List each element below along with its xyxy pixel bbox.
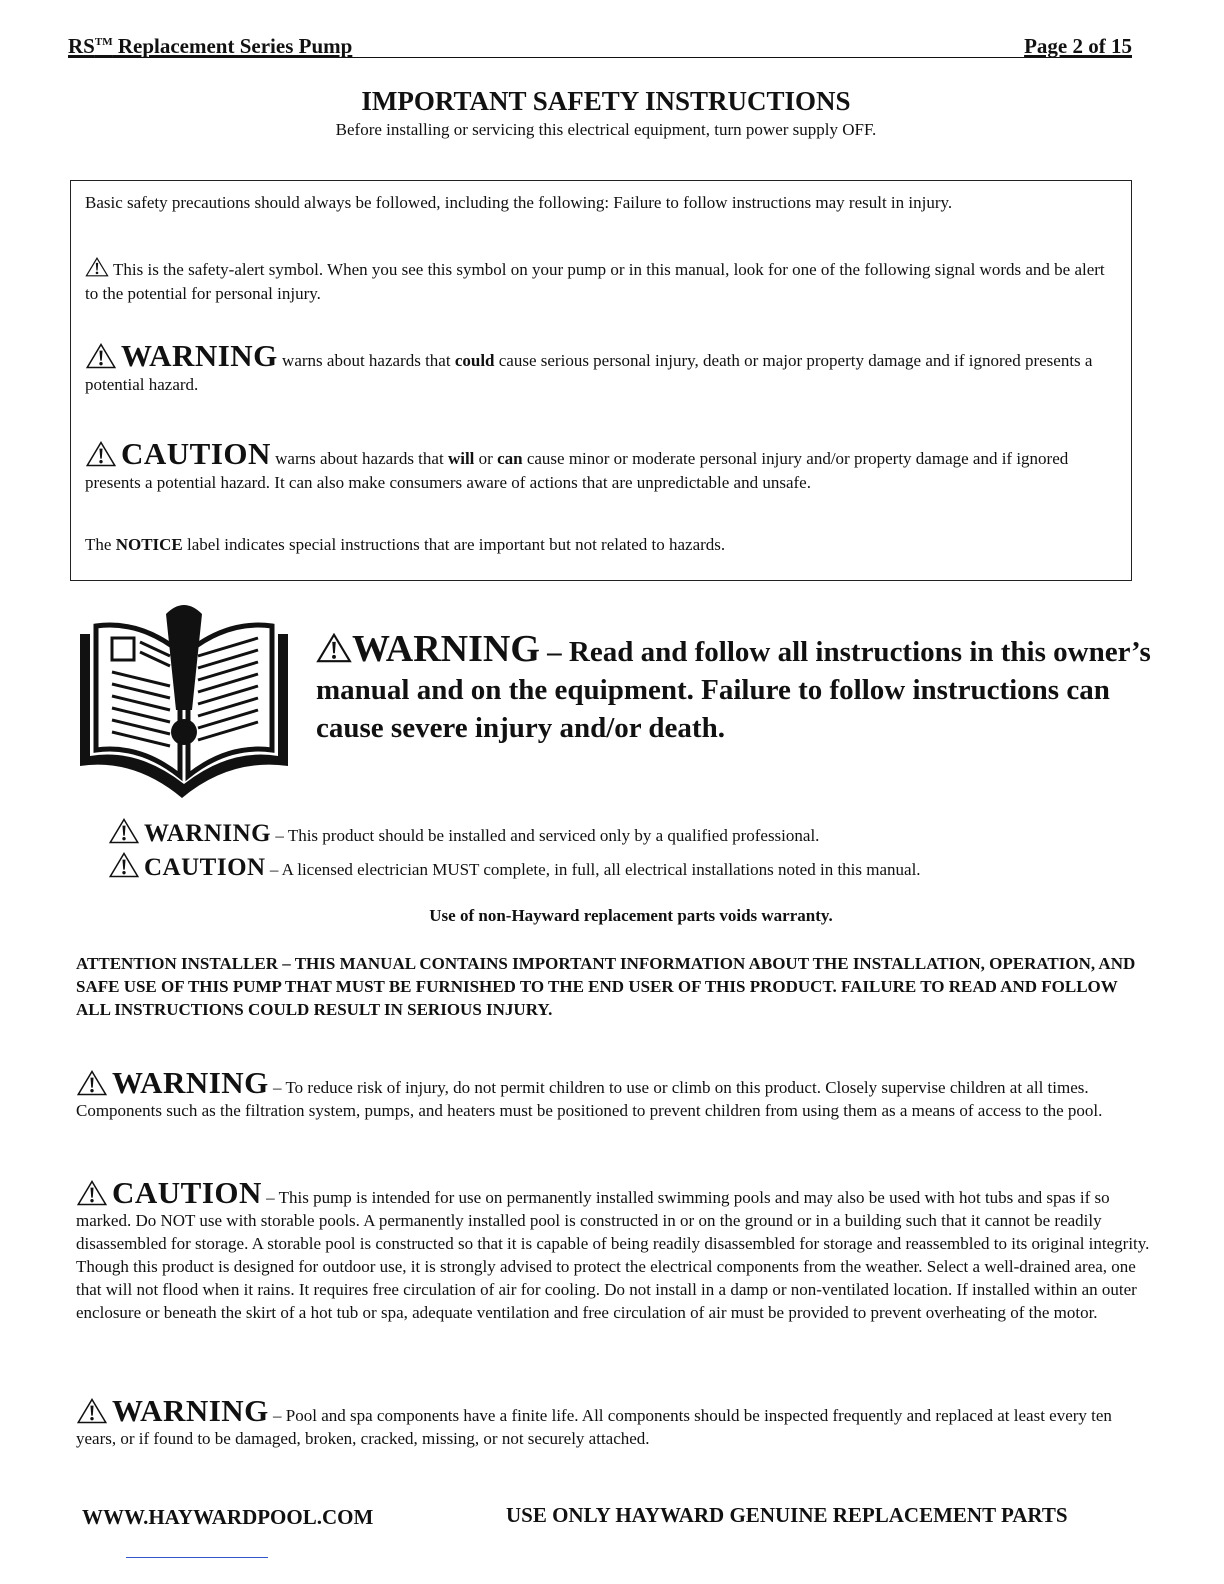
installation-caution-paragraph <box>76 1175 1152 1324</box>
caution-alert-icon <box>85 441 117 467</box>
header-product-name <box>68 34 352 59</box>
caution-signal-word: CAUTION <box>121 436 271 471</box>
main-warning-alert-icon <box>316 633 352 663</box>
caution-def-text-a: warns about hazards that <box>270 449 448 468</box>
line-caution-text: – A licensed electrician MUST complete, in full, all electrical installations noted in this manual. <box>265 860 921 879</box>
footer-parts-notice: USE ONLY HAYWARD GENUINE REPLACEMENT PARTS <box>506 1503 1068 1527</box>
footer-website: WWW.HAYWARDPOOL.COM <box>82 1505 374 1529</box>
electrician-caution-line <box>108 852 921 882</box>
para2-caution-icon <box>76 1180 108 1206</box>
caution-def-bold-2: can <box>497 449 523 468</box>
caution-definition <box>85 436 1113 495</box>
para1-warning-icon <box>76 1070 108 1096</box>
para1-text: – To reduce risk of injury, do not permit children to use or climb on this product. Closely supervise children at all times. Components such as the filtration system, pumps, and heaters must be positioned to prevent children from using them as a means of access to the pool. <box>76 1078 1103 1120</box>
notice-text-b: label indicates special instructions that are important but not related to hazards. <box>182 535 726 554</box>
line-warning-word: WARNING <box>144 820 272 847</box>
safety-alert-icon <box>85 257 109 277</box>
warning-def-bold: could <box>454 351 495 370</box>
para3-text: – Pool and spa components have a finite life. All components should be inspected frequently and replaced at least every ten years, or if found to be damaged, broken, cracked, missing, or not securely attached. <box>76 1406 1112 1448</box>
warning-definition <box>85 338 1113 397</box>
para2-text: – This pump is intended for use on permanently installed swimming pools and may also be used with hot tubs and spas if so marked. Do NOT use with storable pools. A permanently installed pool is constructed in or on the ground or in a building such that it cannot be readily disassembled for storage. A storable pool is constructed so that it is capable of being readily disassembled for storage and reassembled to its original integrity. Though this product is designed for outdoor use, it is strongly advised to protect the electrical components from the weather. Select a well-drained area, one that will not flood when it rains. It requires free circulation of air for cooling. Do not install in a damp or non-ventilated location. If installed within an outer enclosure or beneath the skirt of a hot tub or spa, adequate ventilation and free circulation of air must be provided to prevent overheating of the motor. <box>76 1188 1150 1322</box>
warning-signal-word: WARNING <box>121 338 278 373</box>
caution-def-text-b: or <box>474 449 498 468</box>
read-manual-book-icon <box>74 598 294 806</box>
para3-warning-word: WARNING <box>112 1393 269 1428</box>
para2-caution-word: CAUTION <box>112 1175 262 1210</box>
caution-def-text-c: cause minor or moderate personal injury and/or property damage and if ignored presents a potential hazard. It can also make consumers aware of actions that are unpredictable and unsafe. <box>85 449 1069 492</box>
notice-word: NOTICE <box>115 535 183 554</box>
safety-definitions-box <box>70 180 1132 581</box>
notice-definition <box>85 533 1113 557</box>
footer-underline <box>126 1557 268 1558</box>
warning-alert-icon <box>85 343 117 369</box>
caution-def-bold-1: will <box>447 449 475 468</box>
installer-warning-line <box>108 818 819 848</box>
trademark-mark: TM <box>94 36 113 48</box>
line-caution-word: CAUTION <box>144 854 266 881</box>
safety-alert-definition <box>85 257 1113 306</box>
para3-warning-icon <box>76 1398 108 1424</box>
warning-def-text-a: warns about hazards that <box>277 351 455 370</box>
page-title: IMPORTANT SAFETY INSTRUCTIONS <box>361 86 851 116</box>
product-prefix: RS <box>68 34 95 58</box>
main-warning-text: – Read and follow all instructions in this owner’s manual and on the equipment. Failure to follow instructions can cause severe injury and/or death. <box>316 636 1151 744</box>
attention-installer: ATTENTION INSTALLER – THIS MANUAL CONTAINS IMPORTANT INFORMATION ABOUT THE INSTALLATION, OPERATION, AND SAFE USE OF THIS PUMP THAT MUST BE FURNISHED TO THE END USER OF THIS PRODUCT. FAILURE TO READ AND FOLLOW ALL INSTRUCTIONS COULD RESULT IN SERIOUS INJURY. <box>76 954 1136 1019</box>
page-number: Page 2 of 15 <box>1024 34 1132 58</box>
para1-warning-word: WARNING <box>112 1065 269 1100</box>
line-warning-icon <box>108 818 140 844</box>
page-subtitle: Before installing or servicing this electrical equipment, turn power supply OFF. <box>335 120 877 139</box>
notice-text-a: The <box>85 535 116 554</box>
component-life-warning-paragraph <box>76 1393 1152 1450</box>
line-caution-icon <box>108 852 140 878</box>
header-rule <box>68 57 1132 58</box>
main-warning-statement <box>316 630 1156 747</box>
product-suffix: Replacement Series Pump <box>112 34 353 58</box>
alert-definition-text: This is the safety-alert symbol. When you see this symbol on your pump or in this manual, look for one of the following signal words and be alert to the potential for personal injury. <box>85 260 1105 303</box>
box-intro: Basic safety precautions should always be followed, including the following: Failure to follow instructions may result in injury. <box>85 193 953 212</box>
main-warning-word: WARNING <box>352 628 540 670</box>
warranty-notice: Use of non-Hayward replacement parts voids warranty. <box>429 906 833 925</box>
children-warning-paragraph <box>76 1065 1152 1122</box>
warning-def-text-b: cause serious personal injury, death or major property damage and if ignored presents a potential hazard. <box>85 351 1093 394</box>
line-warning-text: – This product should be installed and serviced only by a qualified professional. <box>271 826 820 845</box>
